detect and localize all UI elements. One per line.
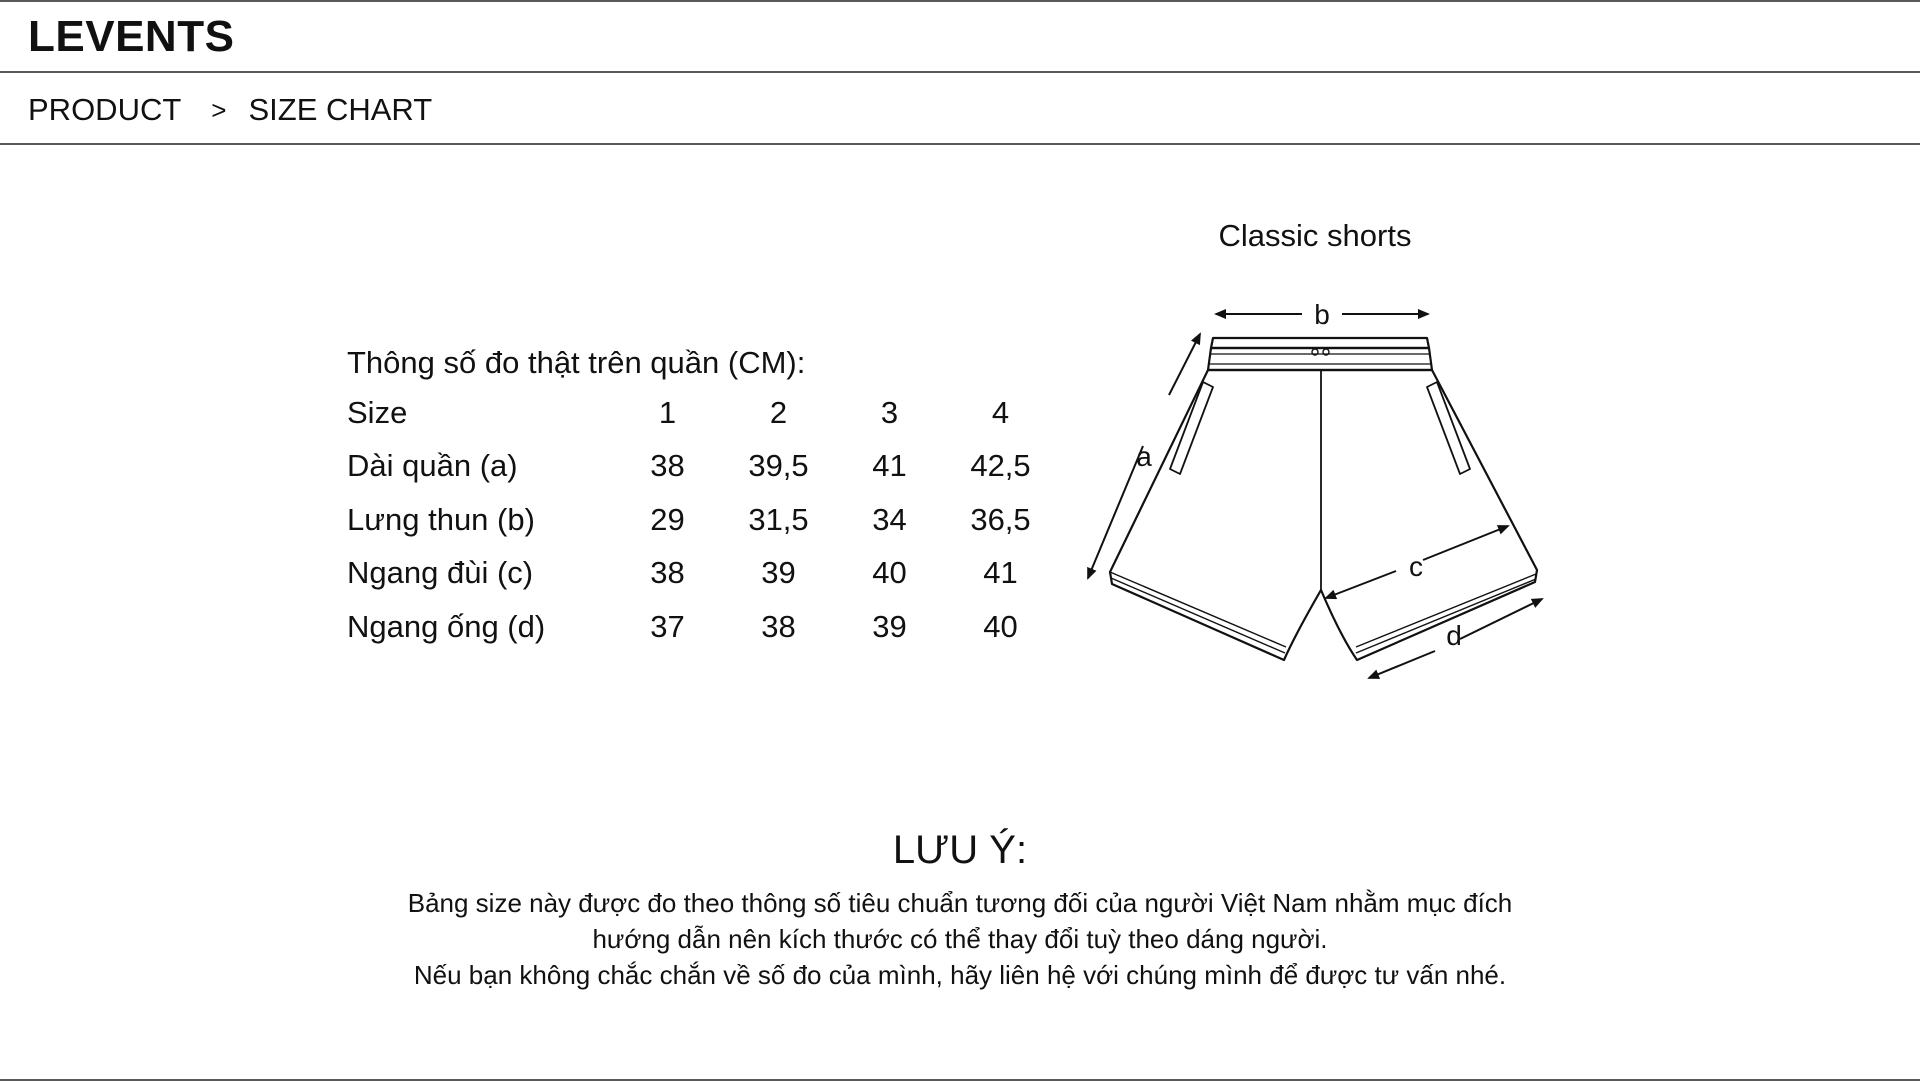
label-a: a xyxy=(1136,441,1152,472)
note-text xyxy=(0,885,1920,993)
size-header-2: 2 xyxy=(769,394,788,430)
row-label: Lưng thun (b) xyxy=(347,501,535,537)
note-line: Nếu bạn không chắc chắn về số đo của mình, hãy liên hệ với chúng mình để được tư vấn nhé. xyxy=(413,960,1507,990)
note-line: hướng dẫn nên kích thước có thể thay đổi tuỳ theo dáng người. xyxy=(592,924,1328,954)
table-cell: 38 xyxy=(650,448,685,484)
row-label: Dài quần (a) xyxy=(347,448,518,484)
measurement-arrows xyxy=(1088,314,1542,678)
table-cell: 38 xyxy=(761,608,796,644)
breadcrumb-size-chart[interactable]: SIZE CHART xyxy=(248,92,433,127)
thigh-arrow-right xyxy=(1423,526,1508,560)
table-cell: 39 xyxy=(761,555,796,591)
left-hem-stitch xyxy=(1111,578,1285,653)
table-cell: 41 xyxy=(872,448,907,484)
size-header-label: Size xyxy=(347,394,408,430)
header-divider xyxy=(0,71,1920,73)
bottom-border xyxy=(0,1079,1920,1081)
breadcrumb-product[interactable]: PRODUCT xyxy=(28,92,182,127)
left-hem-stitch xyxy=(1110,572,1286,647)
top-border xyxy=(0,0,1920,2)
table-row xyxy=(347,600,1056,654)
row-label: Ngang đùi (c) xyxy=(347,555,534,591)
table-cell: 37 xyxy=(650,608,685,644)
note-line: Bảng size này được đo theo thông số tiêu chuẩn tương đối của người Việt Nam nhằm mục đích xyxy=(407,888,1513,918)
table-cell: 34 xyxy=(872,501,907,537)
table-cell: 41 xyxy=(983,555,1018,591)
table-cell: 42,5 xyxy=(970,448,1031,484)
breadcrumb-divider xyxy=(0,143,1920,145)
brand-logo[interactable]: LEVENTS xyxy=(28,12,235,61)
table-cell: 39 xyxy=(872,608,907,644)
row-label: Ngang ống (d) xyxy=(347,608,546,644)
table-row xyxy=(347,547,1056,601)
note-title: LƯU Ý: xyxy=(892,828,1028,872)
shorts-diagram xyxy=(1080,290,1550,690)
left-pocket xyxy=(1170,382,1213,474)
thigh-arrow-left xyxy=(1326,571,1396,598)
table-cell: 29 xyxy=(650,501,685,537)
table-cell: 38 xyxy=(650,555,685,591)
size-table-title: Thông số đo thật trên quần (CM): xyxy=(347,345,806,380)
label-c: c xyxy=(1409,551,1423,582)
size-table xyxy=(347,386,1056,654)
size-header-4: 4 xyxy=(991,394,1010,430)
size-header-row xyxy=(347,386,1056,440)
table-row xyxy=(347,440,1056,494)
table-cell: 40 xyxy=(983,608,1018,644)
breadcrumb xyxy=(28,90,432,130)
shorts-body xyxy=(1110,370,1537,660)
size-header-1: 1 xyxy=(658,394,677,430)
table-cell: 36,5 xyxy=(970,501,1031,537)
size-header-3: 3 xyxy=(880,394,899,430)
table-cell: 31,5 xyxy=(748,501,809,537)
label-d: d xyxy=(1446,620,1462,651)
table-cell: 39,5 xyxy=(748,448,809,484)
diagram-title: Classic shorts xyxy=(1218,218,1412,253)
label-b: b xyxy=(1314,299,1330,330)
waistband xyxy=(1208,348,1432,370)
length-arrow-top xyxy=(1169,334,1200,395)
waistband-top xyxy=(1211,338,1429,348)
leg-opening-arrow-left xyxy=(1369,651,1435,678)
breadcrumb-separator: > xyxy=(211,95,227,125)
table-cell: 40 xyxy=(872,555,907,591)
table-row xyxy=(347,493,1056,547)
